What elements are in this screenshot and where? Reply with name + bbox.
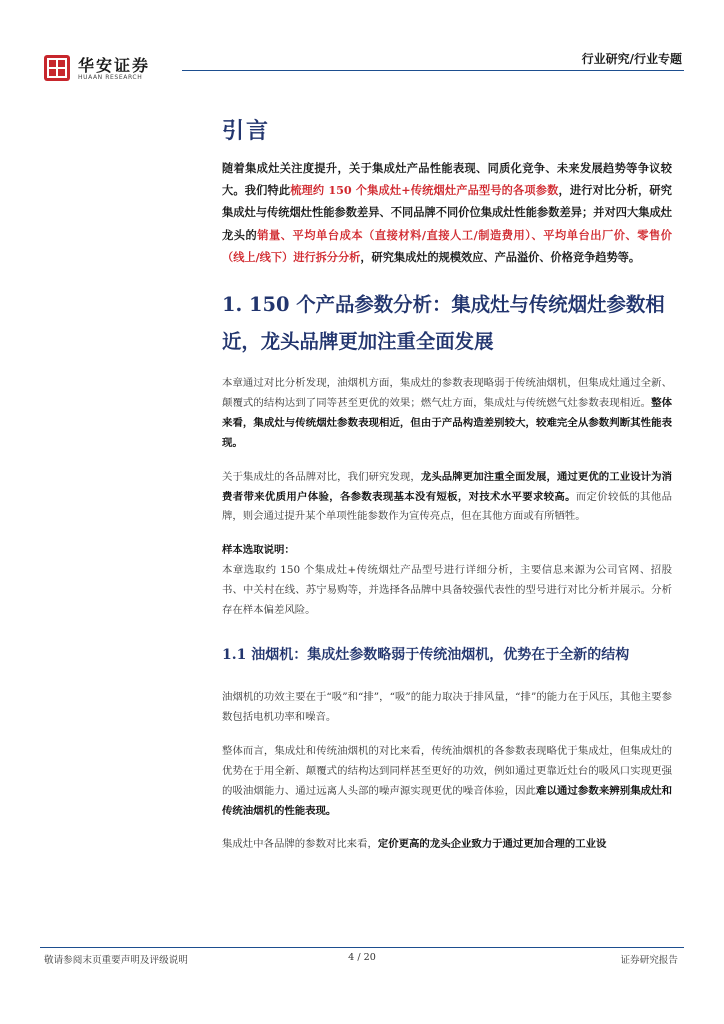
main-content — [222, 108, 672, 869]
s1-p2-bold: 龙头品牌更加注重全面发展，通过更优的工业设计为消费者带来优质用户体验，各参数表现基本没有短板，对技术水平要求较高。 — [222, 470, 673, 503]
footer-report-type: 证券研究报告 — [620, 955, 678, 966]
s1-p2-text-c: 而定价较低的其他品牌，则会通过提升某个单项性能参数作为宣传亮点，但在其他方面或有所牺牲。 — [222, 490, 672, 523]
section-1-heading: 1. 150 个产品参数分析：集成灶与传统烟灶参数相近，龙头品牌更加注重全面发展 — [222, 293, 665, 354]
section-1-1-paragraph-2 — [222, 742, 672, 822]
intro-highlight-2: 销量、平均单台成本（直接材料/直接人工/制造费用）、平均单台出厂价、零售价（线上/线下）进行拆分分析 — [222, 227, 672, 264]
page-header — [40, 44, 684, 84]
logo-subtext: HUAAN RESEARCH — [78, 74, 143, 81]
sample-note-title: 样本选取说明： — [222, 544, 295, 557]
s1-p1-bold: 整体来看，集成灶与传统烟灶参数表现相近，但由于产品构造差别较大，较难完全从参数判断其性能表现。 — [222, 396, 672, 449]
s1-p2-text-a: 关于集成灶的各品牌对比，我们研究发现， — [222, 470, 421, 483]
page-number: 4 / 20 — [348, 952, 376, 963]
intro-highlight-1: 梳理约 150 个集成灶+传统烟灶产品型号的各项参数 — [290, 183, 559, 198]
s1-p1-text: 本章通过对比分析发现，油烟机方面，集成灶的参数表现略弱于传统油烟机，但集成灶通过全新、颠覆式的结构达到了同等甚至更优的效果；燃气灶方面，集成灶与传统燃气灶参数表现相近。 — [222, 377, 672, 409]
logo-mark-icon — [44, 55, 70, 81]
section-1-1-heading: 1.1 油烟机：集成灶参数略弱于传统油烟机，优势在于全新的结构 — [222, 646, 630, 663]
section-1-paragraph-1 — [222, 374, 672, 454]
sample-note-text: 本章选取约 150 个集成灶+传统烟灶产品型号进行详细分析，主要信息来源为公司官网、招股书、中关村在线、苏宁易购等，并选择各品牌中具备较强代表性的型号进行对比分析并展示。分析存在样本偏差风险。 — [222, 564, 672, 617]
logo-text: 华安证券 — [78, 56, 151, 75]
report-category: 行业研究/行业专题 — [581, 52, 682, 66]
intro-title: 引言 — [222, 118, 271, 144]
s11-p2-bold: 难以通过参数来辨别集成灶和传统油烟机的性能表现。 — [222, 784, 673, 817]
intro-text-1: 随着集成灶关注度提升，关于集成灶产品性能表现、同质化竞争、未来发展趋势等争议较大。我们特此 — [222, 161, 672, 198]
sample-note — [222, 541, 672, 621]
s11-p3-text: 集成灶中各品牌的参数对比来看， — [222, 838, 378, 851]
intro-text-3: ，研究集成灶的规模效应、产品溢价、价格竞争趋势等。 — [360, 249, 641, 264]
footer-disclaimer: 敬请参阅末页重要声明及评级说明 — [44, 955, 188, 966]
s11-p3-bold: 定价更高的龙头企业致力于通过更加合理的工业设 — [377, 838, 607, 851]
footer-rule — [40, 947, 684, 948]
s11-p2-text: 整体而言，集成灶和传统油烟机的对比来看，传统油烟机的各参数表现略优于集成灶，但集成灶的优势在于用全新、颠覆式的结构达到同样甚至更好的功效，例如通过更靠近灶台的吸风口实现更强的吸油烟能力、通过远离人头部的噪声源实现更优的噪音体验，因此 — [222, 744, 672, 797]
company-logo — [40, 44, 200, 84]
intro-paragraph — [222, 157, 672, 268]
section-1-1-paragraph-3 — [222, 835, 672, 855]
header-rule — [182, 70, 684, 71]
section-1-paragraph-2 — [222, 468, 672, 528]
section-1-1-paragraph-1: 油烟机的功效主要在于“吸”和“排”，“吸”的能力取决于排风量，“排”的能力在于风压，其他主要参数包括电机功率和噪音。 — [222, 690, 672, 723]
intro-text-2: ，进行对比分析，研究集成灶与传统烟灶性能参数差异、不同品牌不同价位集成灶性能参数差异；并对四大集成灶龙头的 — [222, 183, 672, 242]
